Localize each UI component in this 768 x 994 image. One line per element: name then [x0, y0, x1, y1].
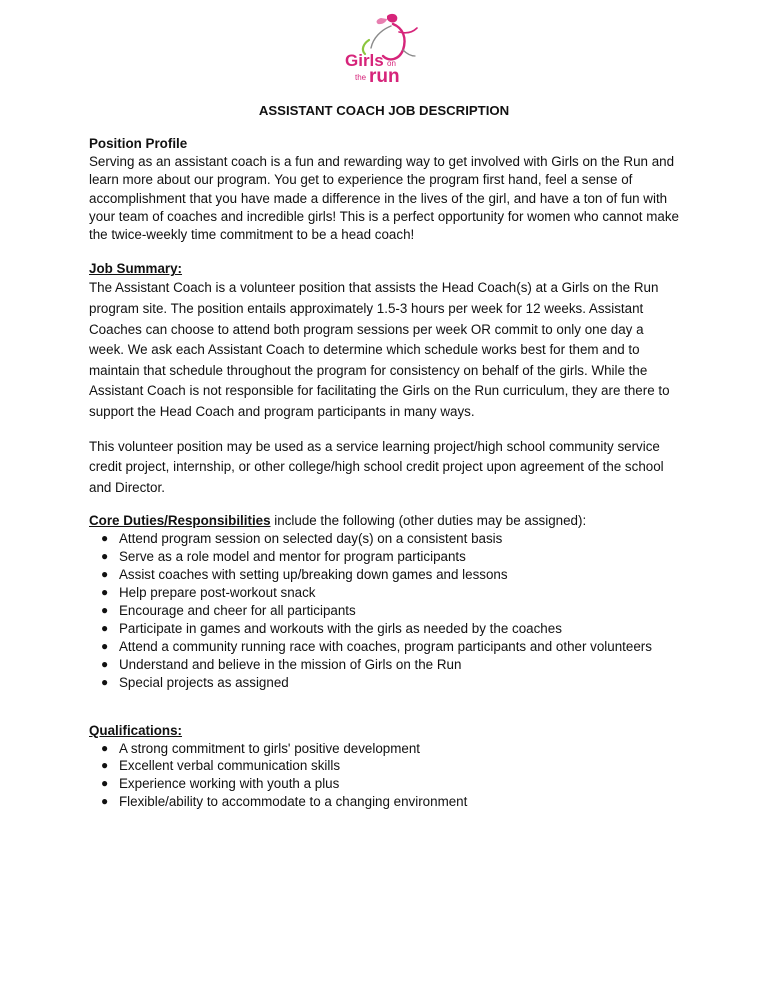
list-item: ● Attend program session on selected day(s) on a consistent basis	[101, 531, 503, 547]
bullet-icon: ●	[101, 794, 109, 809]
bullet-icon: ●	[101, 674, 109, 689]
logo-word-girls: Girls	[345, 51, 384, 70]
bullet-icon: ●	[101, 585, 109, 600]
core-duties-heading: Core Duties/Responsibilities	[89, 513, 271, 529]
position-profile-text: Serving as an assistant coach is a fun and rewarding way to get involved with Girls on the Run and learn more about our program. You get to experience the program first hand, feel a sense of accomplishment that you have made a difference in the lives of the girl, and have a ton of fun with your team of coaches and incredible girls! This is a perfect opportunity for women who cannot make the twice-weekly time commitment to be a head coach!	[89, 154, 679, 243]
core-duties-list	[89, 530, 679, 691]
list-item: ● Assist coaches with setting up/breaking down games and lessons	[101, 567, 508, 583]
job-summary-section	[89, 260, 679, 422]
qualifications-list	[89, 740, 679, 812]
list-item: ● Serve as a role model and mentor for program participants	[101, 549, 466, 565]
list-item: ● Encourage and cheer for all participants	[101, 603, 356, 619]
bullet-icon: ●	[101, 531, 109, 546]
bullet-icon: ●	[101, 758, 109, 773]
bullet-icon: ●	[101, 567, 109, 582]
bullet-icon: ●	[101, 656, 109, 671]
logo-word-the: the	[355, 73, 367, 82]
list-item: ● Excellent verbal communication skills	[101, 758, 341, 774]
girls-on-the-run-logo	[333, 10, 423, 88]
job-summary-heading: Job Summary:	[89, 261, 183, 277]
bullet-icon: ●	[101, 620, 109, 635]
list-item: ● Special projects as assigned	[101, 674, 289, 690]
job-summary-text: The Assistant Coach is a volunteer position that assists the Head Coach(s) at a Girls on the Run program site. The position entails approximately 1.5-3 hours per week for 12 weeks. Assistant Coaches can choose to attend both program sessions per week OR commit to only one day a week. We ask each Assistant Coach to determine which schedule works best for them and to maintain that schedule throughout the program for consistency on behalf of the girls. While the Assistant Coach is not responsible for facilitating the Girls on the Run curriculum, they are there to support the Head Coach and program participants in many ways.	[89, 280, 670, 420]
position-profile-heading: Position Profile	[89, 136, 188, 151]
qualifications-heading: Qualifications:	[89, 722, 183, 738]
list-item: ● Participate in games and workouts with the girls as needed by the coaches	[101, 620, 562, 636]
position-profile-section	[89, 135, 679, 244]
logo-word-on: on	[387, 59, 396, 68]
bullet-icon: ●	[101, 549, 109, 564]
document-title: ASSISTANT COACH JOB DESCRIPTION	[258, 103, 510, 118]
document-body	[89, 135, 679, 811]
core-duties-intro: include the following (other duties may be assigned):	[270, 513, 587, 529]
list-item: ● Attend a community running race with coaches, program participants and other volunteers	[101, 638, 652, 654]
list-item: ● Flexible/ability to accommodate to a changing environment	[101, 794, 468, 810]
list-item: ● Help prepare post-workout snack	[101, 585, 316, 601]
volunteer-note: This volunteer position may be used as a service learning project/high school community service credit project, internship, or other college/high school credit project upon agreement of the school and Director.	[89, 438, 664, 495]
list-item: ● Understand and believe in the mission of Girls on the Run	[101, 656, 462, 672]
qualifications-section	[89, 722, 679, 812]
list-item: ● Experience working with youth a plus	[101, 776, 340, 792]
bullet-icon: ●	[101, 740, 109, 755]
bullet-icon: ●	[101, 776, 109, 791]
core-duties-section	[89, 512, 679, 691]
bullet-icon: ●	[101, 603, 109, 618]
logo-word-run: run	[369, 66, 400, 87]
core-duties-line	[89, 512, 679, 530]
list-item: ● A strong commitment to girls' positive development	[101, 740, 421, 756]
bullet-icon: ●	[101, 638, 109, 653]
